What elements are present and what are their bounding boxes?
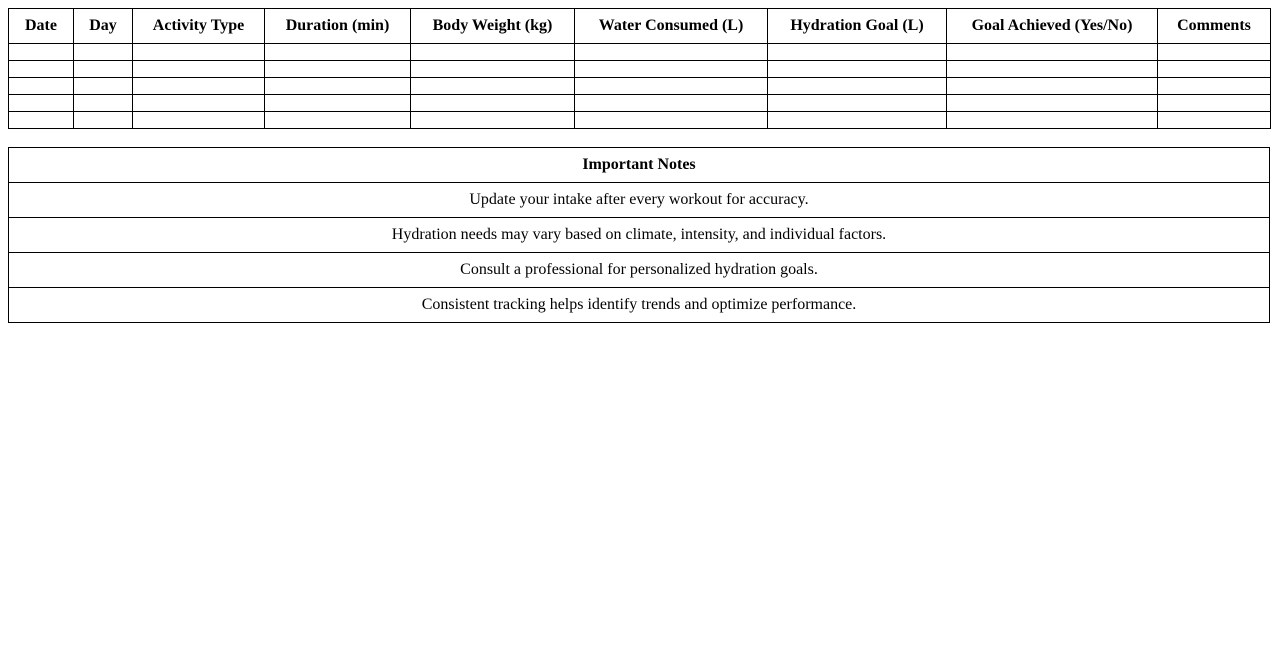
note-item: Consistent tracking helps identify trends and optimize performance. [9,288,1270,323]
notes-header-row [9,148,1270,183]
table-cell[interactable] [1158,112,1271,129]
table-cell[interactable] [133,78,265,95]
column-header-date: Date [9,9,74,44]
table-row [9,112,1271,129]
table-cell[interactable] [265,61,411,78]
table-cell[interactable] [411,78,575,95]
table-row [9,61,1271,78]
table-cell[interactable] [74,61,133,78]
table-cell[interactable] [9,112,74,129]
table-cell[interactable] [9,44,74,61]
table-cell[interactable] [768,78,947,95]
table-cell[interactable] [575,112,768,129]
table-cell[interactable] [74,95,133,112]
note-row [9,288,1270,323]
table-cell[interactable] [9,78,74,95]
table-cell[interactable] [1158,61,1271,78]
table-cell[interactable] [74,44,133,61]
table-cell[interactable] [947,61,1158,78]
table-cell[interactable] [411,112,575,129]
table-cell[interactable] [411,44,575,61]
note-row [9,218,1270,253]
table-cell[interactable] [133,61,265,78]
table-row [9,95,1271,112]
table-header-row [9,9,1271,44]
column-header-hydration-goal: Hydration Goal (L) [768,9,947,44]
table-cell[interactable] [1158,95,1271,112]
table-cell[interactable] [1158,44,1271,61]
table-cell[interactable] [74,112,133,129]
table-cell[interactable] [1158,78,1271,95]
table-cell[interactable] [768,112,947,129]
table-row [9,44,1271,61]
page-content [8,8,1270,323]
table-cell[interactable] [411,95,575,112]
note-item: Hydration needs may vary based on climate, intensity, and individual factors. [9,218,1270,253]
important-notes-table [8,147,1270,323]
table-cell[interactable] [133,44,265,61]
table-cell[interactable] [947,78,1158,95]
note-item: Consult a professional for personalized hydration goals. [9,253,1270,288]
column-header-goal-achieved: Goal Achieved (Yes/No) [947,9,1158,44]
table-cell[interactable] [575,44,768,61]
table-cell[interactable] [9,95,74,112]
table-cell[interactable] [74,78,133,95]
table-cell[interactable] [265,78,411,95]
column-header-activity-type: Activity Type [133,9,265,44]
table-cell[interactable] [133,112,265,129]
table-cell[interactable] [768,95,947,112]
table-cell[interactable] [947,95,1158,112]
table-cell[interactable] [9,61,74,78]
table-cell[interactable] [265,112,411,129]
column-header-day: Day [74,9,133,44]
table-cell[interactable] [265,44,411,61]
table-cell[interactable] [575,61,768,78]
notes-title: Important Notes [9,148,1270,183]
table-cell[interactable] [768,44,947,61]
note-row [9,183,1270,218]
table-row [9,78,1271,95]
table-cell[interactable] [768,61,947,78]
table-cell[interactable] [133,95,265,112]
hydration-log-table [8,8,1271,129]
table-cell[interactable] [265,95,411,112]
column-header-comments: Comments [1158,9,1271,44]
table-cell[interactable] [575,95,768,112]
table-cell[interactable] [575,78,768,95]
column-header-water-consumed: Water Consumed (L) [575,9,768,44]
column-header-body-weight: Body Weight (kg) [411,9,575,44]
note-item: Update your intake after every workout for accuracy. [9,183,1270,218]
table-cell[interactable] [947,112,1158,129]
table-body [9,44,1271,129]
note-row [9,253,1270,288]
table-cell[interactable] [411,61,575,78]
column-header-duration: Duration (min) [265,9,411,44]
table-cell[interactable] [947,44,1158,61]
